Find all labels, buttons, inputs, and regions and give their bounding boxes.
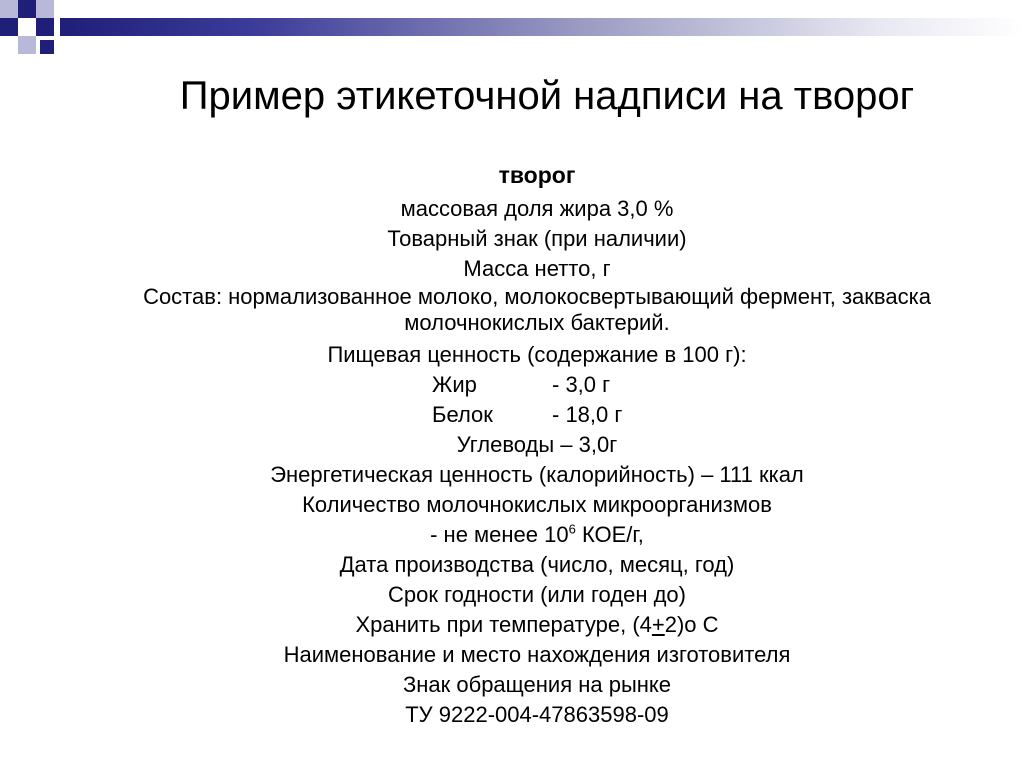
nutrition-header: Пищевая ценность (содержание в 100 г): xyxy=(327,342,747,367)
decor-square xyxy=(36,18,54,36)
microorganisms-line: Количество молочнокислых микроорганизмов xyxy=(302,492,772,517)
cfu-line xyxy=(60,520,1014,550)
manufacturer-line: Наименование и место нахождения изготовителя xyxy=(283,642,791,667)
label-text-block xyxy=(60,160,1014,730)
decor-square xyxy=(40,40,54,54)
product-name: творог xyxy=(498,162,576,188)
nutrition-protein-row xyxy=(60,400,1014,430)
cfu-exponent: 6 xyxy=(568,521,576,537)
storage-line xyxy=(60,610,1014,640)
nutrition-fat-row xyxy=(60,370,1014,400)
net-mass-line: Масса нетто, г xyxy=(463,256,611,281)
decor-square xyxy=(18,0,36,18)
slide-header-decoration xyxy=(0,0,1024,60)
fat-value: - 3,0 г xyxy=(552,372,611,397)
protein-value: - 18,0 г xyxy=(552,402,623,427)
production-date-line: Дата производства (число, месяц, год) xyxy=(339,552,735,577)
storage-prefix: Хранить при температуре, (4 xyxy=(355,612,652,637)
storage-plusminus: + xyxy=(651,612,665,637)
cfu-suffix: КОЕ/г, xyxy=(575,522,644,547)
cfu-prefix: - не менее 10 xyxy=(430,522,569,547)
fat-fraction-line: массовая доля жира 3,0 % xyxy=(400,196,674,221)
decor-gradient-bar xyxy=(60,18,1024,36)
shelf-life-line: Срок годности (или годен до) xyxy=(388,582,686,607)
composition-line: Состав: нормализованное молоко, молокосвертывающий фермент, закваска молочнокислых бактерий. xyxy=(143,284,931,335)
tu-line: ТУ 9222-004-47863598-09 xyxy=(405,702,669,727)
fat-name: Жир xyxy=(432,372,477,397)
decor-square xyxy=(0,0,18,18)
decor-square xyxy=(18,36,36,54)
slide-title: Пример этикеточной надписи на творог xyxy=(179,74,915,118)
decor-square xyxy=(36,0,54,18)
energy-line: Энергетическая ценность (калорийность) – 111 ккал xyxy=(270,462,804,487)
nutrition-carbs-row: Углеводы – 3,0г xyxy=(456,432,618,457)
market-mark-line: Знак обращения на рынке xyxy=(402,672,672,697)
protein-name: Белок xyxy=(432,402,493,427)
decor-square xyxy=(0,18,18,36)
storage-suffix: 2)о С xyxy=(664,612,719,637)
trademark-line: Товарный знак (при наличии) xyxy=(387,226,687,251)
